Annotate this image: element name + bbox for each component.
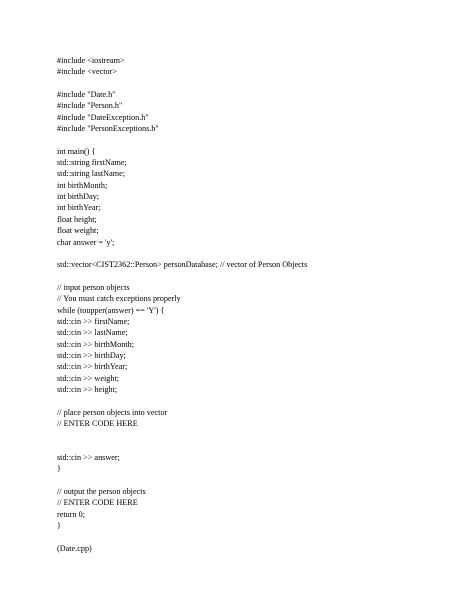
code-line: int birthYear; xyxy=(57,203,101,213)
code-line: } xyxy=(57,521,61,531)
code-line: #include "PersonExceptions.h" xyxy=(57,124,159,134)
code-line: int birthDay; xyxy=(57,192,100,202)
code-line: while (toupper(answer) == 'Y') { xyxy=(57,305,165,315)
code-line: std::cin >> answer; xyxy=(57,453,120,463)
code-line xyxy=(57,395,457,406)
code-line xyxy=(57,248,457,259)
code-line: int main() { xyxy=(57,146,96,156)
code-line: (Date.cpp) xyxy=(57,543,92,553)
code-line: #include "DateException.h" xyxy=(57,112,149,122)
code-line: std::string firstName; xyxy=(57,158,127,168)
code-line: // output the person objects xyxy=(57,487,146,497)
code-line: // ENTER CODE HERE xyxy=(57,498,138,508)
code-line xyxy=(57,441,457,452)
code-line: #include "Date.h" xyxy=(57,90,116,100)
code-line xyxy=(57,271,457,282)
code-line: std::vector<CIST2362::Person> personDatabase; // vector of Person Objects xyxy=(57,260,308,270)
code-line: std::cin >> firstName; xyxy=(57,316,130,326)
code-listing xyxy=(57,55,457,554)
code-line: #include "Person.h" xyxy=(57,101,123,111)
code-line xyxy=(57,78,457,89)
code-line xyxy=(57,475,457,486)
code-line: // ENTER CODE HERE xyxy=(57,419,138,428)
code-line: float weight; xyxy=(57,226,99,236)
code-line: std::cin >> birthDay; xyxy=(57,350,126,360)
code-line xyxy=(57,531,457,542)
code-line: char answer = 'y'; xyxy=(57,237,115,247)
code-line: // place person objects into vector xyxy=(57,407,168,417)
code-line: std::cin >> weight; xyxy=(57,373,119,383)
code-line: std::cin >> lastName; xyxy=(57,328,128,338)
code-line: std::cin >> birthMonth; xyxy=(57,339,135,349)
code-line: // input person objects xyxy=(57,282,130,292)
code-line xyxy=(57,429,457,440)
code-line: } xyxy=(57,464,61,474)
code-line: std::cin >> birthYear; xyxy=(57,362,128,372)
code-line xyxy=(57,134,457,145)
code-line: #include <vector> xyxy=(57,67,117,77)
code-line: #include <iostream> xyxy=(57,56,125,65)
code-line: // You must catch exceptions properly xyxy=(57,294,181,304)
code-line: float height; xyxy=(57,214,97,224)
code-line: return 0; xyxy=(57,509,85,519)
code-line: int birthMonth; xyxy=(57,180,108,190)
code-line: std::string lastName; xyxy=(57,169,125,179)
code-line: std::cin >> height; xyxy=(57,384,118,394)
